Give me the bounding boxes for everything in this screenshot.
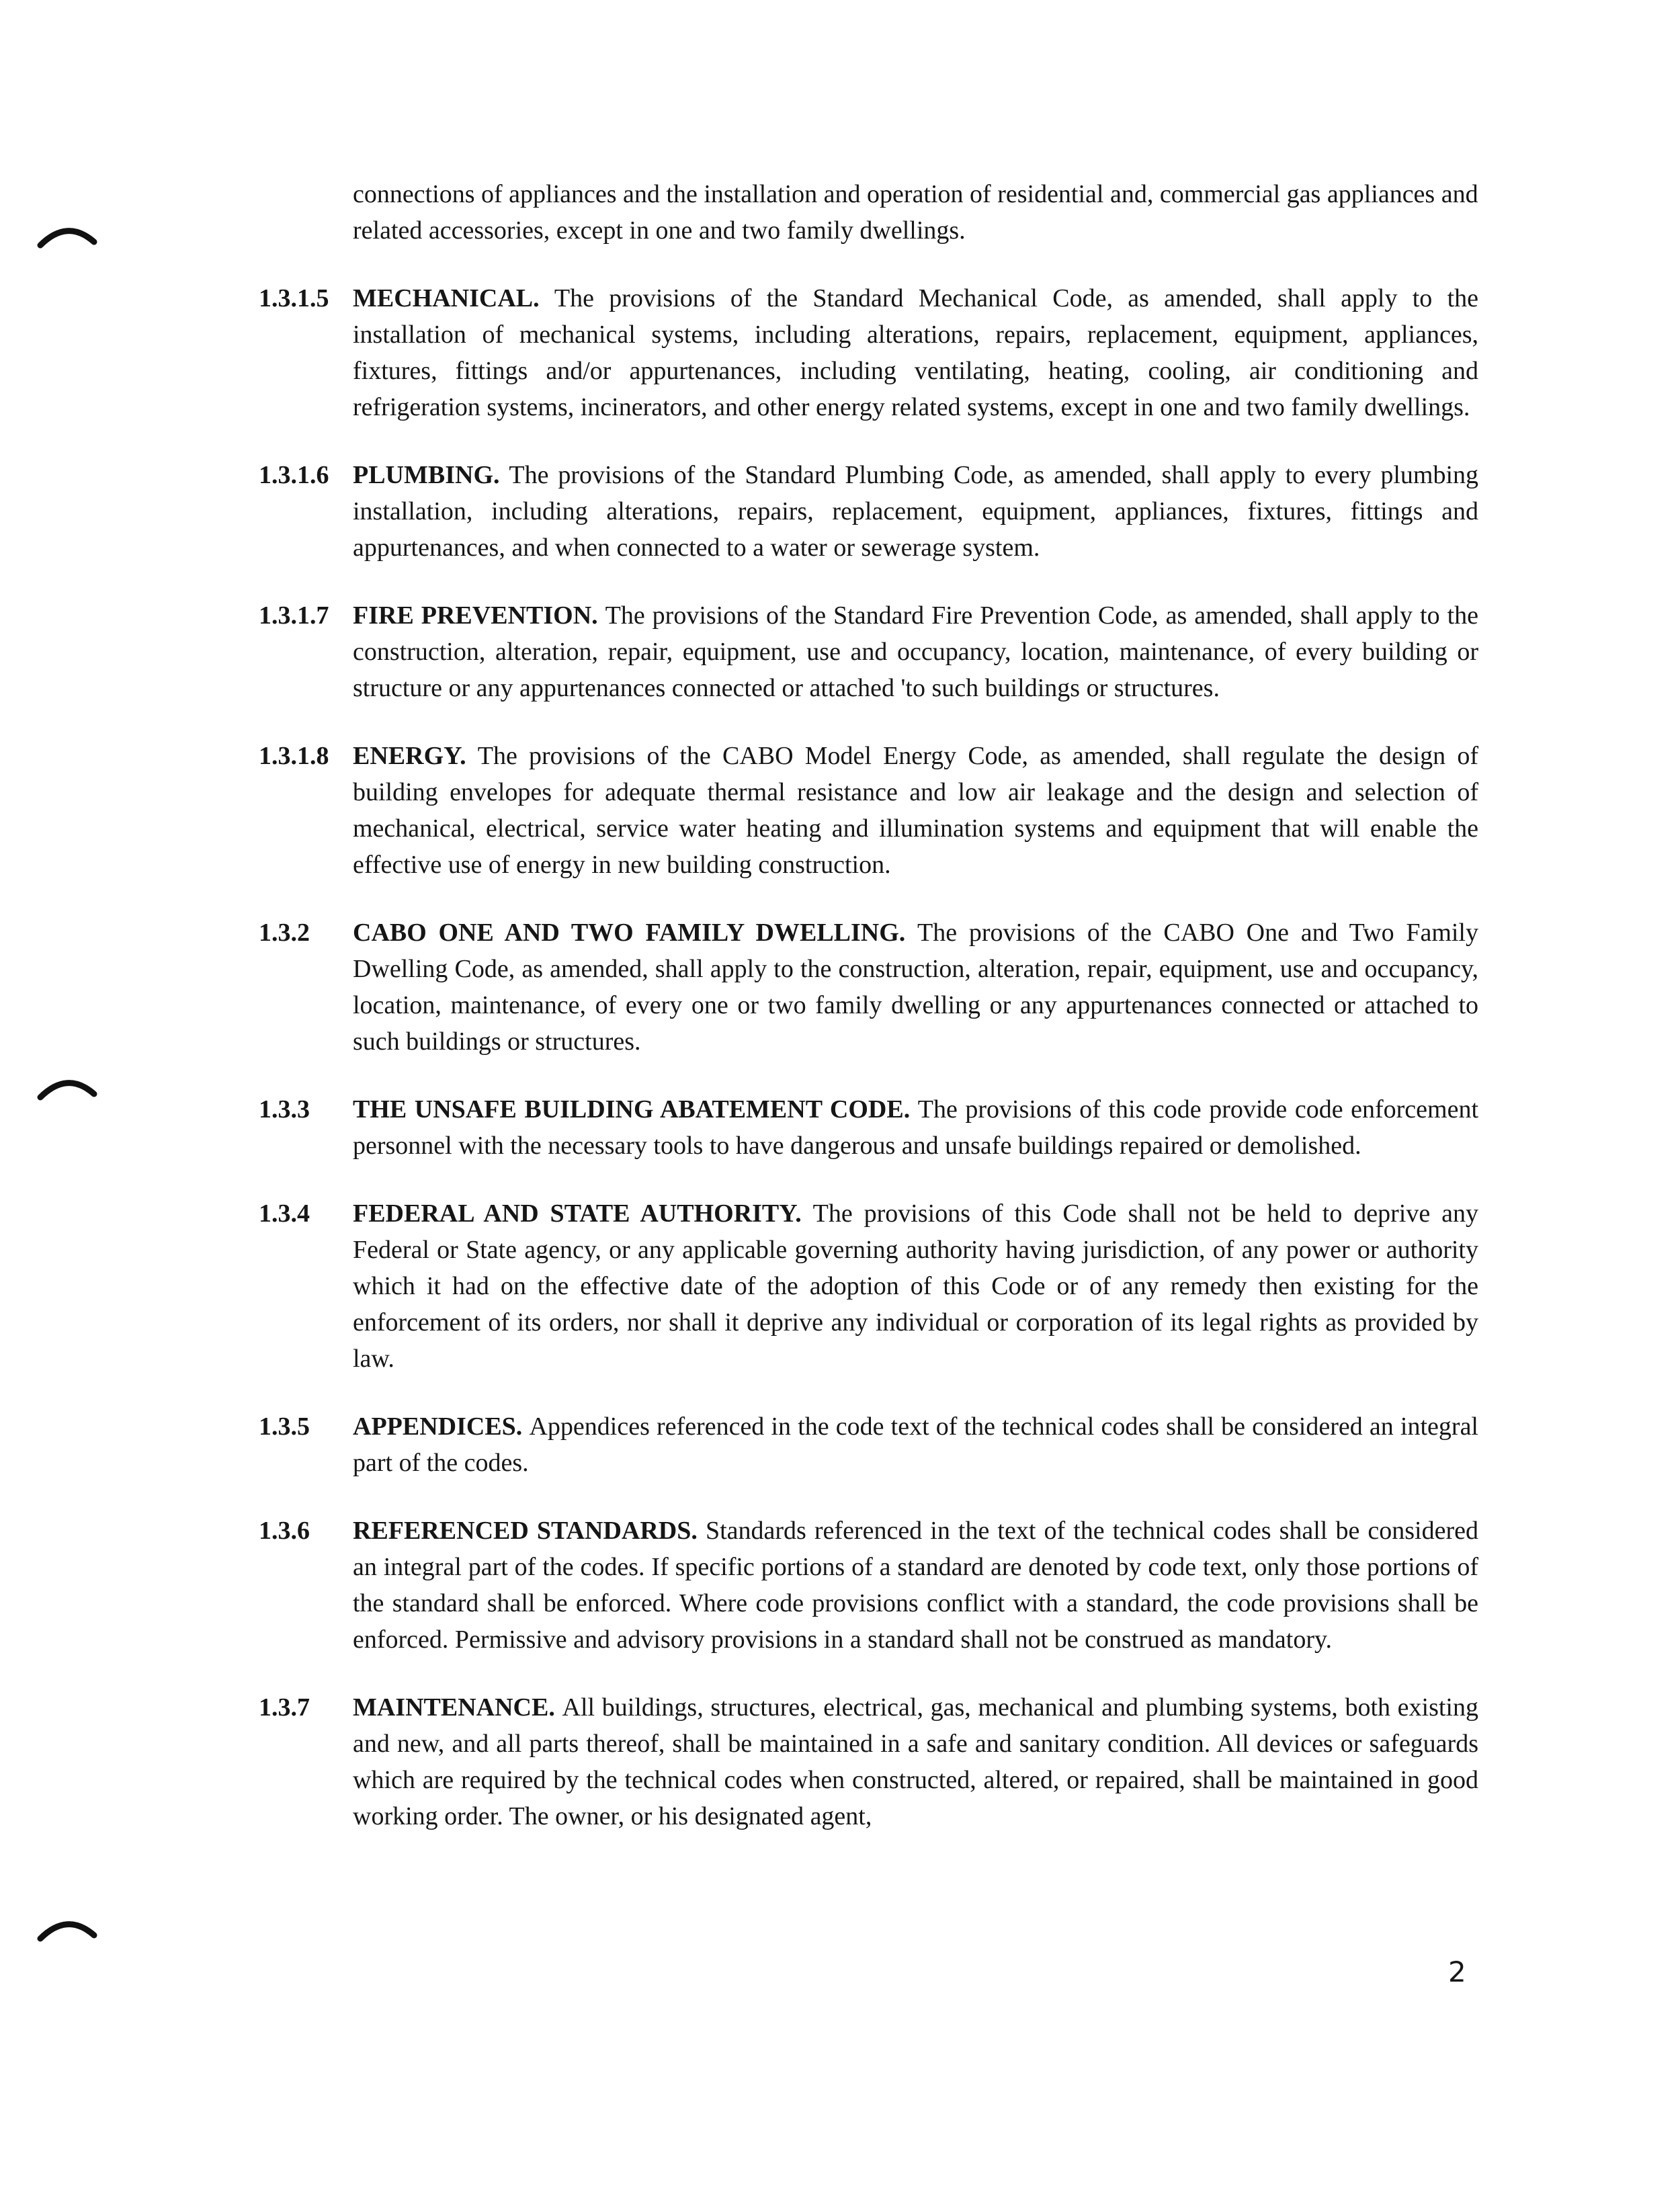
section-1-3-6: [249, 1513, 1478, 1658]
section-1-3-1-6: [249, 457, 1478, 566]
section-number: 1.3.3: [259, 1095, 310, 1124]
section-heading: APPENDICES.: [353, 1412, 530, 1441]
section-heading: THE UNSAFE BUILDING ABATEMENT CODE.: [353, 1095, 918, 1124]
section-text: The provisions of the Standard Plumbing Code, as amended, shall apply to every plumbing installation, including alterations, repairs, replacement, equipment, appliances, fixtures, fittings and appurtenances, and when connected to a water or sewerage system.: [353, 461, 1478, 562]
section-1-3-1-7: [249, 597, 1478, 706]
section-text: Appendices referenced in the code text of the technical codes shall be considered an integral part of the codes.: [353, 1412, 1478, 1477]
section-text: The provisions of the CABO Model Energy Code, as amended, shall regulate the design of building envelopes for adequate thermal resistance and low air leakage and the design and selection of mechanical, electrical, service water heating and illumination systems and equipment that will enable the effective use of energy in new building construction.: [353, 742, 1478, 879]
binder-hole-mark: [37, 1915, 97, 1942]
intro-paragraph: connections of appliances and the installation and operation of residential and, commercial gas appliances and related accessories, except in one and two family dwellings.: [353, 180, 1478, 245]
section-1-3-4: [249, 1195, 1478, 1377]
section-heading: PLUMBING.: [353, 461, 509, 489]
section-heading: REFERENCED STANDARDS.: [353, 1517, 706, 1545]
section-text: The provisions of the Standard Fire Prevention Code, as amended, shall apply to the construction, alteration, repair, equipment, use and occupancy, location, maintenance, of every building or structure or any appurtenances connected or attached 'to such buildings or structures.: [353, 601, 1479, 702]
section-text: The provisions of the CABO One and Two Family Dwelling Code, as amended, shall apply to the construction, alteration, repair, equipment, use and occupancy, location, maintenance, of every one or two family dwelling or any appurtenances connected or attached to such buildings or structures.: [353, 919, 1478, 1056]
section-number: 1.3.1.7: [259, 601, 329, 630]
section-heading: FIRE PREVENTION.: [353, 601, 605, 630]
section-text: The provisions of the Standard Mechanical Code, as amended, shall apply to the installation of mechanical systems, including alterations, repairs, replacement, equipment, appliances, fixtures, fittings and/or appurtenances, including ventilating, heating, cooling, air conditioning and refrigeration systems, incinerators, and other energy related systems, except in one and two family dwellings.: [353, 284, 1478, 421]
section-1-3-1-8: [249, 738, 1478, 883]
section-text: The provisions of this Code shall not be held to deprive any Federal or State agency, or any applicable governing authority having jurisdiction, of any power or authority which it had on the effective date of the adoption of this Code or of any remedy then existing for the enforcement of its orders, nor shall it deprive any individual or corporation of its legal rights as provided by law.: [353, 1199, 1478, 1373]
section-number: 1.3.1.8: [259, 742, 329, 770]
binder-hole-mark: [37, 222, 97, 249]
section-heading: CABO ONE AND TWO FAMILY DWELLING.: [353, 919, 918, 947]
section-text: Standards referenced in the text of the technical codes shall be considered an integral part of the codes. If specific portions of a standard are denoted by code text, only those portions of the standard shall be enforced. Where code provisions conflict with a standard, the code provisions shall be enforced. Permissive and advisory provisions in a standard shall not be construed as mandatory.: [353, 1517, 1478, 1654]
section-1-3-2: [249, 915, 1478, 1060]
section-text: All buildings, structures, electrical, gas, mechanical and plumbing systems, both existing and new, and all parts thereof, shall be maintained in a safe and sanitary condition. All devices or safeguards which are required by the technical codes when constructed, altered, or repaired, shall be maintained in good working order. The owner, or his designated agent,: [353, 1693, 1478, 1830]
binder-hole-mark: [37, 1074, 97, 1101]
section-heading: FEDERAL AND STATE AUTHORITY.: [353, 1199, 813, 1228]
section-number: 1.3.2: [259, 919, 310, 947]
section-text: The provisions of this code provide code enforcement personnel with the necessary tools to have dangerous and unsafe buildings repaired or demolished.: [353, 1095, 1478, 1160]
section-heading: MAINTENANCE.: [353, 1693, 562, 1722]
section-number: 1.3.1.5: [259, 284, 329, 312]
section-1-3-7: [249, 1689, 1478, 1834]
section-number: 1.3.6: [259, 1517, 310, 1545]
page-number: 2: [1448, 1955, 1466, 1988]
section-number: 1.3.5: [259, 1412, 310, 1441]
body-text: [249, 176, 1478, 1834]
section-1-3-3: [249, 1091, 1478, 1164]
section-number: 1.3.7: [259, 1693, 310, 1722]
section-heading: ENERGY.: [353, 742, 478, 770]
section-1-3-1-5: [249, 280, 1478, 425]
section-1-3-5: [249, 1408, 1478, 1481]
section-number: 1.3.4: [259, 1199, 310, 1228]
section-heading: MECHANICAL.: [353, 284, 554, 312]
section-number: 1.3.1.6: [259, 461, 329, 489]
